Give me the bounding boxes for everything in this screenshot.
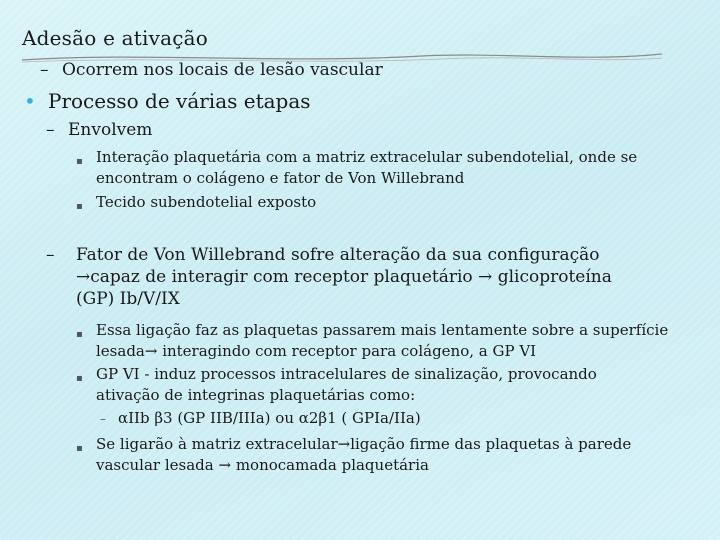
paragraph-line: →capaz de interagir com receptor plaquetário → glicoproteína <box>76 267 612 287</box>
paragraph-line: (GP) Ib/V/IX <box>76 289 180 309</box>
list-item-text: Se ligarão à matriz extracelular→ligação firme das plaquetas à parede <box>96 435 632 453</box>
line-envolvem <box>46 120 152 140</box>
paragraph-line: Fator de Von Willebrand sofre alteração da sua configuração <box>76 245 600 265</box>
list-item-text: Interação plaquetária com a matriz extracelular subendotelial, onde se <box>96 148 638 166</box>
list-item-text: Essa ligação faz as plaquetas passarem mais lentamente sobre a superfície <box>96 321 669 339</box>
line-envolvem-text: Envolvem <box>68 120 153 140</box>
bullet-marker: • <box>24 89 36 113</box>
list-item-tecido <box>76 192 706 213</box>
dash-marker: – <box>100 412 106 426</box>
slide-title: Adesão e ativação <box>22 26 209 50</box>
paragraph-von-willebrand <box>46 244 716 310</box>
bullet-marker: ▪ <box>76 373 83 384</box>
list-item-text: lesada→ interagindo com receptor para colágeno, a GP VI <box>96 342 537 360</box>
bullet-marker: ▪ <box>76 443 83 454</box>
list-item-matriz <box>76 434 706 476</box>
bullet-marker: ▪ <box>76 329 83 340</box>
dash-marker: – <box>40 60 49 80</box>
list-item-text: vascular lesada → monocamada plaquetária <box>96 456 429 474</box>
dash-marker: – <box>46 120 55 140</box>
sub-item-text: αIIb β3 (GP IIB/IIIa) ou α2β1 ( GPIa/IIa) <box>118 409 421 427</box>
line-ocorrem <box>40 60 383 80</box>
bullet-processo-text: Processo de várias etapas <box>48 89 311 113</box>
list-item-text: ativação de integrinas plaquetárias como: <box>96 386 416 404</box>
list-item-text: GP VI - induz processos intracelulares de sinalização, provocando <box>96 365 597 383</box>
bullet-processo <box>24 89 311 113</box>
list-item-text: Tecido subendotelial exposto <box>96 193 317 211</box>
list-item-gp-vi <box>76 364 706 406</box>
bullet-marker: ▪ <box>76 156 83 167</box>
list-item-text: encontram o colágeno e fator de Von Willebrand <box>96 169 465 187</box>
line-ocorrem-text: Ocorrem nos locais de lesão vascular <box>62 60 383 80</box>
sub-item-integrinas <box>100 408 421 429</box>
list-item-interacao <box>76 147 706 189</box>
bullet-marker: ▪ <box>76 201 83 212</box>
dash-marker: – <box>46 245 55 265</box>
list-item-ligacao <box>76 320 706 362</box>
